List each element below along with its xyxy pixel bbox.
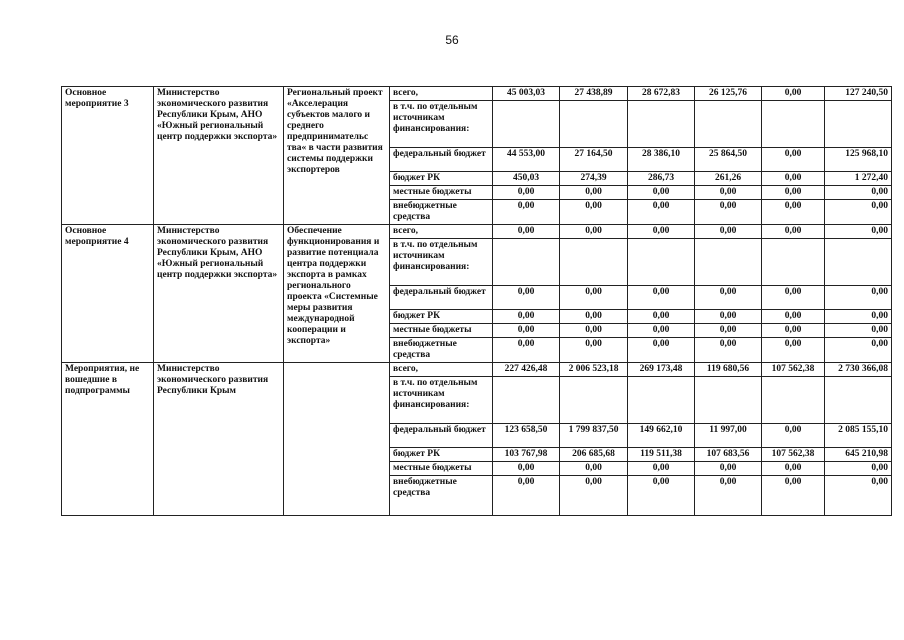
value-cell: 107 562,38 <box>762 448 825 462</box>
section-title: Основное мероприятие 4 <box>62 225 154 363</box>
value-cell: 0,00 <box>762 200 825 225</box>
value-cell: 0,00 <box>695 338 762 363</box>
row-label: бюджет РК <box>390 310 493 324</box>
value-cell: 2 006 523,18 <box>560 363 628 377</box>
value-cell: 0,00 <box>628 476 695 516</box>
value-cell: 0,00 <box>493 476 560 516</box>
value-cell: 0,00 <box>628 324 695 338</box>
value-cell: 28 386,10 <box>628 148 695 172</box>
value-cell: 0,00 <box>695 286 762 310</box>
value-cell <box>493 239 560 286</box>
row-label: бюджет РК <box>390 172 493 186</box>
value-cell: 0,00 <box>560 200 628 225</box>
value-cell: 0,00 <box>825 310 892 324</box>
row-label: всего, <box>390 363 493 377</box>
value-cell: 0,00 <box>560 310 628 324</box>
value-cell: 0,00 <box>560 476 628 516</box>
value-cell: 0,00 <box>695 310 762 324</box>
value-cell: 0,00 <box>825 200 892 225</box>
value-cell: 0,00 <box>825 462 892 476</box>
value-cell: 0,00 <box>762 462 825 476</box>
value-cell <box>628 239 695 286</box>
row-label: бюджет РК <box>390 448 493 462</box>
value-cell: 0,00 <box>695 200 762 225</box>
value-cell: 0,00 <box>493 310 560 324</box>
value-cell <box>695 377 762 424</box>
row-label: в т.ч. по отдельным источникам финансирования: <box>390 101 493 148</box>
value-cell: 0,00 <box>493 200 560 225</box>
value-cell: 27 438,89 <box>560 87 628 101</box>
value-cell: 0,00 <box>628 338 695 363</box>
row-label: федеральный бюджет <box>390 148 493 172</box>
value-cell: 25 864,50 <box>695 148 762 172</box>
value-cell: 0,00 <box>695 186 762 200</box>
value-cell: 0,00 <box>560 462 628 476</box>
value-cell: 0,00 <box>825 186 892 200</box>
value-cell: 274,39 <box>560 172 628 186</box>
value-cell: 0,00 <box>762 324 825 338</box>
value-cell: 269 173,48 <box>628 363 695 377</box>
value-cell: 0,00 <box>762 476 825 516</box>
value-cell: 0,00 <box>560 338 628 363</box>
value-cell: 0,00 <box>628 200 695 225</box>
value-cell: 1 272,40 <box>825 172 892 186</box>
value-cell: 2 730 366,08 <box>825 363 892 377</box>
financing-table <box>61 86 892 516</box>
row-label: местные бюджеты <box>390 462 493 476</box>
row-label: федеральный бюджет <box>390 286 493 310</box>
page-number: 56 <box>445 33 459 47</box>
section-executor: Министерство экономического развития Республики Крым <box>154 363 284 516</box>
value-cell <box>825 239 892 286</box>
value-cell: 103 767,98 <box>493 448 560 462</box>
value-cell: 286,73 <box>628 172 695 186</box>
value-cell: 0,00 <box>560 225 628 239</box>
value-cell: 107 683,56 <box>695 448 762 462</box>
value-cell: 0,00 <box>560 186 628 200</box>
value-cell <box>493 101 560 148</box>
value-cell: 44 553,00 <box>493 148 560 172</box>
value-cell <box>695 239 762 286</box>
row-label: внебюджетные средства <box>390 476 493 516</box>
value-cell: 28 672,83 <box>628 87 695 101</box>
value-cell: 645 210,98 <box>825 448 892 462</box>
value-cell: 0,00 <box>825 225 892 239</box>
row-label: в т.ч. по отдельным источникам финансирования: <box>390 239 493 286</box>
value-cell: 261,26 <box>695 172 762 186</box>
value-cell: 0,00 <box>762 286 825 310</box>
table-row <box>62 363 892 377</box>
value-cell: 0,00 <box>628 286 695 310</box>
value-cell <box>762 377 825 424</box>
value-cell: 206 685,68 <box>560 448 628 462</box>
value-cell <box>695 101 762 148</box>
value-cell: 0,00 <box>825 324 892 338</box>
section-description <box>284 363 390 516</box>
value-cell: 0,00 <box>493 186 560 200</box>
value-cell: 0,00 <box>628 186 695 200</box>
table-row <box>62 225 892 239</box>
value-cell: 119 511,38 <box>628 448 695 462</box>
row-label: внебюджетные средства <box>390 338 493 363</box>
value-cell: 0,00 <box>762 87 825 101</box>
value-cell: 0,00 <box>762 310 825 324</box>
row-label: всего, <box>390 225 493 239</box>
value-cell <box>560 377 628 424</box>
value-cell: 1 799 837,50 <box>560 424 628 448</box>
value-cell: 0,00 <box>762 148 825 172</box>
value-cell: 107 562,38 <box>762 363 825 377</box>
value-cell: 0,00 <box>493 225 560 239</box>
value-cell: 0,00 <box>825 338 892 363</box>
section-title: Основное мероприятие 3 <box>62 87 154 225</box>
value-cell: 2 085 155,10 <box>825 424 892 448</box>
row-label: всего, <box>390 87 493 101</box>
value-cell: 0,00 <box>493 324 560 338</box>
row-label: местные бюджеты <box>390 324 493 338</box>
value-cell <box>560 101 628 148</box>
value-cell: 0,00 <box>825 476 892 516</box>
value-cell: 0,00 <box>493 338 560 363</box>
value-cell: 0,00 <box>493 462 560 476</box>
row-label: внебюджетные средства <box>390 200 493 225</box>
section-description: Региональный проект «Акселерация субъектов малого и среднего предпринимательс тва« в части развития системы поддержки экспортеров <box>284 87 390 225</box>
value-cell: 450,03 <box>493 172 560 186</box>
value-cell <box>762 239 825 286</box>
value-cell: 0,00 <box>762 186 825 200</box>
value-cell <box>560 239 628 286</box>
value-cell: 0,00 <box>493 286 560 310</box>
row-label: федеральный бюджет <box>390 424 493 448</box>
value-cell: 149 662,10 <box>628 424 695 448</box>
value-cell: 0,00 <box>628 225 695 239</box>
value-cell: 26 125,76 <box>695 87 762 101</box>
value-cell: 0,00 <box>695 225 762 239</box>
section-description: Обеспечение функционирования и развитие потенциала центра поддержки экспорта в рамках регионального проекта «Системные меры развития международной кооперации и экспорта» <box>284 225 390 363</box>
row-label: в т.ч. по отдельным источникам финансирования: <box>390 377 493 424</box>
value-cell <box>762 101 825 148</box>
value-cell: 27 164,50 <box>560 148 628 172</box>
value-cell: 45 003,03 <box>493 87 560 101</box>
value-cell: 0,00 <box>628 310 695 324</box>
value-cell <box>628 101 695 148</box>
value-cell: 119 680,56 <box>695 363 762 377</box>
value-cell <box>825 377 892 424</box>
value-cell: 0,00 <box>695 462 762 476</box>
value-cell: 0,00 <box>825 286 892 310</box>
value-cell: 0,00 <box>560 286 628 310</box>
section-executor: Министерство экономического развития Республики Крым, АНО «Южный региональный центр поддержки экспорта» <box>154 225 284 363</box>
value-cell <box>493 377 560 424</box>
value-cell: 125 968,10 <box>825 148 892 172</box>
value-cell: 0,00 <box>695 324 762 338</box>
value-cell: 123 658,50 <box>493 424 560 448</box>
table-row <box>62 87 892 101</box>
value-cell: 11 997,00 <box>695 424 762 448</box>
row-label: местные бюджеты <box>390 186 493 200</box>
section-title: Мероприятия, не вошедшие в подпрограммы <box>62 363 154 516</box>
value-cell <box>825 101 892 148</box>
value-cell: 0,00 <box>762 338 825 363</box>
value-cell <box>628 377 695 424</box>
value-cell: 227 426,48 <box>493 363 560 377</box>
section-executor: Министерство экономического развития Республики Крым, АНО «Южный региональный центр поддержки экспорта» <box>154 87 284 225</box>
value-cell: 0,00 <box>762 172 825 186</box>
value-cell: 127 240,50 <box>825 87 892 101</box>
value-cell: 0,00 <box>762 424 825 448</box>
value-cell: 0,00 <box>560 324 628 338</box>
value-cell: 0,00 <box>695 476 762 516</box>
value-cell: 0,00 <box>762 225 825 239</box>
value-cell: 0,00 <box>628 462 695 476</box>
